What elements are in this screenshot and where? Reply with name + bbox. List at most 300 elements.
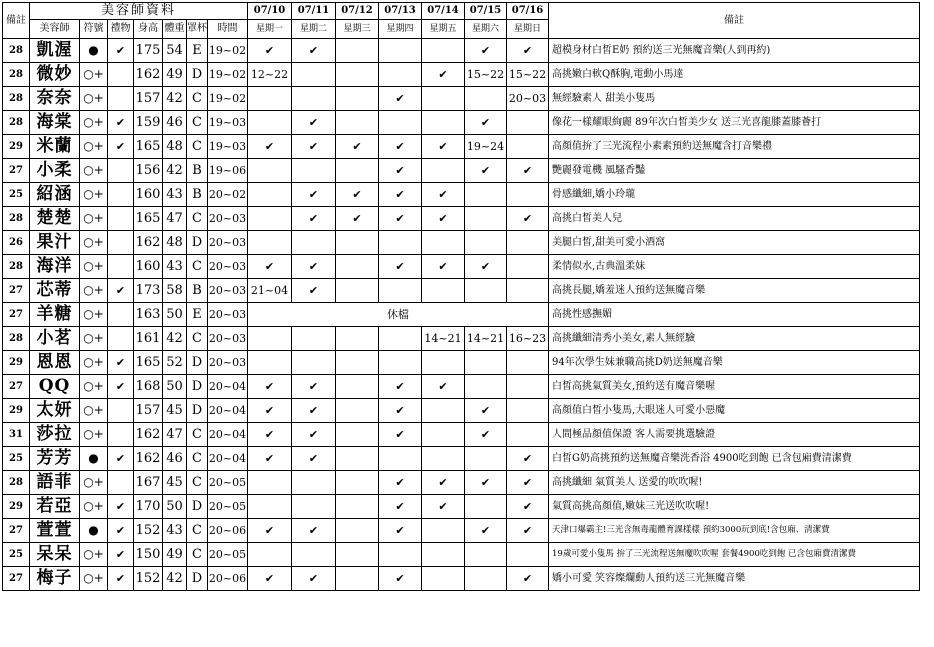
cup-cell: C — [187, 471, 208, 495]
schedule-cell — [292, 327, 336, 351]
schedule-cell: ✔ — [422, 375, 465, 399]
schedule-cell: ✔ — [422, 183, 465, 207]
height-cell: 159 — [134, 111, 163, 135]
name-col-header: 美容師 — [30, 20, 80, 39]
cup-cell: C — [187, 111, 208, 135]
schedule-cell — [336, 471, 379, 495]
schedule-cell — [336, 543, 379, 567]
time-cell: 19~03 — [208, 111, 248, 135]
schedule-cell — [336, 279, 379, 303]
table-row — [3, 279, 920, 303]
gift-cell: ✔ — [108, 135, 134, 159]
cup-cell: D — [187, 399, 208, 423]
cup-cell: C — [187, 327, 208, 351]
schedule-cell — [422, 87, 465, 111]
schedule-cell — [248, 87, 292, 111]
date-header-0: 07/10 — [248, 3, 292, 20]
note-cell: 高顏值白皙小隻馬,大眼迷人可愛小惡魔 — [549, 399, 920, 423]
symbol-cell: ○+ — [80, 399, 108, 423]
weight-col-header: 體重 — [163, 20, 187, 39]
symbol-cell: ○+ — [80, 423, 108, 447]
symbol-cell: ○+ — [80, 471, 108, 495]
schedule-cell: 19~24 — [465, 135, 507, 159]
cup-cell: B — [187, 183, 208, 207]
schedule-cell: ✔ — [292, 207, 336, 231]
symbol-cell: ○+ — [80, 87, 108, 111]
gift-cell: ✔ — [108, 39, 134, 63]
name-cell: 萱萱 — [30, 519, 80, 543]
symbol-cell: ● — [80, 39, 108, 63]
time-cell: 20~03 — [208, 303, 248, 327]
schedule-cell: ✔ — [336, 207, 379, 231]
symbol-cell: ○+ — [80, 207, 108, 231]
schedule-cell — [507, 399, 549, 423]
schedule-cell — [248, 183, 292, 207]
date-header-4: 07/14 — [422, 3, 465, 20]
schedule-sheet — [2, 2, 920, 591]
time-cell: 20~05 — [208, 471, 248, 495]
time-cell: 20~03 — [208, 327, 248, 351]
schedule-cell: ✔ — [507, 447, 549, 471]
schedule-cell: ✔ — [507, 471, 549, 495]
schedule-cell: ✔ — [379, 399, 422, 423]
name-cell: 芯蒂 — [30, 279, 80, 303]
schedule-cell: ✔ — [248, 423, 292, 447]
table-row — [3, 207, 920, 231]
symbol-cell: ● — [80, 447, 108, 471]
schedule-cell — [422, 39, 465, 63]
gift-cell: ✔ — [108, 495, 134, 519]
time-cell: 20~04 — [208, 447, 248, 471]
schedule-cell: ✔ — [248, 567, 292, 591]
weight-cell: 52 — [163, 351, 187, 375]
age-cell: 25 — [3, 183, 30, 207]
schedule-cell — [379, 111, 422, 135]
symbol-cell: ● — [80, 519, 108, 543]
name-cell: 凱渥 — [30, 39, 80, 63]
schedule-cell — [336, 87, 379, 111]
symbol-cell: ○+ — [80, 303, 108, 327]
schedule-cell: ✔ — [379, 255, 422, 279]
schedule-cell: ✔ — [507, 39, 549, 63]
schedule-cell: ✔ — [292, 39, 336, 63]
name-cell: 芳芳 — [30, 447, 80, 471]
age-cell: 28 — [3, 207, 30, 231]
schedule-cell — [379, 231, 422, 255]
name-cell: 語菲 — [30, 471, 80, 495]
schedule-cell: ✔ — [422, 495, 465, 519]
time-cell: 20~04 — [208, 375, 248, 399]
note-cell: 高挑性感撫媚 — [549, 303, 920, 327]
table-row — [3, 447, 920, 471]
schedule-cell: ✔ — [465, 399, 507, 423]
schedule-cell: ✔ — [379, 207, 422, 231]
table-row — [3, 471, 920, 495]
cup-cell: C — [187, 519, 208, 543]
schedule-cell: ✔ — [379, 87, 422, 111]
table-row — [3, 183, 920, 207]
symbol-cell: ○+ — [80, 63, 108, 87]
height-cell: 152 — [134, 567, 163, 591]
schedule-cell — [248, 231, 292, 255]
schedule-cell — [336, 495, 379, 519]
schedule-cell: ✔ — [465, 255, 507, 279]
symbol-cell: ○+ — [80, 255, 108, 279]
table-row — [3, 231, 920, 255]
gift-cell — [108, 423, 134, 447]
note-cell: 高挑嫩白軟Q酥胸,電動小馬達 — [549, 63, 920, 87]
table-row — [3, 399, 920, 423]
note-cell: 高挑長腿,嬌羞迷人預約送無魔音樂 — [549, 279, 920, 303]
schedule-cell — [248, 351, 292, 375]
schedule-cell — [422, 159, 465, 183]
weight-cell: 48 — [163, 135, 187, 159]
schedule-cell: ✔ — [422, 135, 465, 159]
schedule-cell — [336, 231, 379, 255]
note-cell: 高挑白皙美人兒 — [549, 207, 920, 231]
symbol-cell: ○+ — [80, 159, 108, 183]
symbol-cell: ○+ — [80, 495, 108, 519]
schedule-cell: ✔ — [422, 207, 465, 231]
height-cell: 162 — [134, 63, 163, 87]
height-cell: 162 — [134, 447, 163, 471]
name-cell: 紹涵 — [30, 183, 80, 207]
schedule-cell — [422, 519, 465, 543]
symbol-cell: ○+ — [80, 279, 108, 303]
symbol-col-header: 符號 — [80, 20, 108, 39]
gift-cell — [108, 63, 134, 87]
age-cell: 26 — [3, 231, 30, 255]
schedule-cell: 15~22 — [507, 63, 549, 87]
schedule-cell: ✔ — [422, 471, 465, 495]
note-cell: 高挑纖細清秀小美女,素人無經驗 — [549, 327, 920, 351]
cup-cell: D — [187, 351, 208, 375]
schedule-cell — [336, 39, 379, 63]
schedule-cell — [422, 567, 465, 591]
schedule-cell: ✔ — [507, 567, 549, 591]
schedule-cell: ✔ — [292, 519, 336, 543]
gift-cell: ✔ — [108, 567, 134, 591]
weight-cell: 42 — [163, 87, 187, 111]
note-cell: 19歲可愛小隻馬 拚了三光流程送無魔吹吹喔 套餐4900吃到飽 已含包廂費清潔費 — [549, 543, 920, 567]
time-cell: 20~06 — [208, 519, 248, 543]
table-row — [3, 255, 920, 279]
table-row — [3, 303, 920, 327]
weight-cell: 49 — [163, 63, 187, 87]
symbol-cell: ○+ — [80, 351, 108, 375]
schedule-cell — [336, 423, 379, 447]
table-row — [3, 87, 920, 111]
schedule-cell: ✔ — [465, 159, 507, 183]
height-cell: 167 — [134, 471, 163, 495]
gift-cell: ✔ — [108, 351, 134, 375]
schedule-cell — [379, 351, 422, 375]
schedule-cell — [336, 375, 379, 399]
age-cell: 29 — [3, 399, 30, 423]
cup-cell: C — [187, 87, 208, 111]
schedule-cell — [465, 183, 507, 207]
schedule-cell — [422, 543, 465, 567]
weekday-header-2: 星期三 — [336, 20, 379, 39]
schedule-cell — [336, 519, 379, 543]
gift-cell — [108, 303, 134, 327]
gift-cell — [108, 471, 134, 495]
weight-cell: 49 — [163, 543, 187, 567]
weight-cell: 47 — [163, 423, 187, 447]
cup-cell: D — [187, 231, 208, 255]
schedule-cell: ✔ — [379, 183, 422, 207]
schedule-cell — [292, 159, 336, 183]
name-cell: 海棠 — [30, 111, 80, 135]
schedule-cell — [507, 255, 549, 279]
schedule-cell: 14~21 — [422, 327, 465, 351]
schedule-cell: 16~23 — [507, 327, 549, 351]
schedule-cell: ✔ — [248, 399, 292, 423]
table-row — [3, 567, 920, 591]
weight-cell: 50 — [163, 375, 187, 399]
gift-cell — [108, 183, 134, 207]
note-cell: 94年次學生妹兼職高挑D奶送無魔音樂 — [549, 351, 920, 375]
schedule-cell — [379, 39, 422, 63]
time-col-header: 時間 — [208, 20, 248, 39]
height-cell: 162 — [134, 231, 163, 255]
schedule-cell — [379, 543, 422, 567]
schedule-cell: ✔ — [379, 567, 422, 591]
gift-cell — [108, 255, 134, 279]
schedule-cell — [422, 351, 465, 375]
schedule-cell: 15~22 — [465, 63, 507, 87]
table-row — [3, 135, 920, 159]
schedule-cell — [336, 567, 379, 591]
gift-cell — [108, 87, 134, 111]
time-cell: 20~05 — [208, 495, 248, 519]
schedule-cell: ✔ — [248, 39, 292, 63]
schedule-cell — [465, 207, 507, 231]
weight-cell: 50 — [163, 303, 187, 327]
table-row — [3, 495, 920, 519]
schedule-cell — [507, 135, 549, 159]
schedule-cell — [422, 399, 465, 423]
schedule-cell: ✔ — [336, 135, 379, 159]
name-cell: 小茗 — [30, 327, 80, 351]
schedule-cell — [292, 471, 336, 495]
schedule-cell — [422, 423, 465, 447]
schedule-cell — [336, 255, 379, 279]
height-cell: 168 — [134, 375, 163, 399]
weight-cell: 43 — [163, 183, 187, 207]
table-row — [3, 39, 920, 63]
schedule-cell: ✔ — [379, 519, 422, 543]
age-cell: 28 — [3, 255, 30, 279]
weight-cell: 54 — [163, 39, 187, 63]
schedule-cell: ✔ — [292, 279, 336, 303]
table-row — [3, 543, 920, 567]
schedule-cell — [336, 111, 379, 135]
height-cell: 156 — [134, 159, 163, 183]
height-cell: 157 — [134, 399, 163, 423]
weight-cell: 47 — [163, 207, 187, 231]
schedule-cell: ✔ — [292, 255, 336, 279]
name-cell: 小柔 — [30, 159, 80, 183]
time-cell: 20~02 — [208, 183, 248, 207]
schedule-cell — [292, 351, 336, 375]
schedule-cell — [248, 159, 292, 183]
name-cell: 梅子 — [30, 567, 80, 591]
time-cell: 20~03 — [208, 351, 248, 375]
schedule-cell: ✔ — [465, 471, 507, 495]
height-cell: 173 — [134, 279, 163, 303]
gift-cell: ✔ — [108, 543, 134, 567]
age-cell: 25 — [3, 543, 30, 567]
schedule-cell: ✔ — [422, 63, 465, 87]
schedule-cell: ✔ — [507, 495, 549, 519]
time-cell: 19~02 — [208, 39, 248, 63]
schedule-cell — [292, 495, 336, 519]
weekday-header-3: 星期四 — [379, 20, 422, 39]
schedule-cell — [379, 447, 422, 471]
name-cell: 米蘭 — [30, 135, 80, 159]
age-cell: 27 — [3, 375, 30, 399]
schedule-cell — [422, 447, 465, 471]
schedule-cell — [507, 375, 549, 399]
schedule-cell — [465, 495, 507, 519]
schedule-cell: ✔ — [379, 495, 422, 519]
schedule-cell: 20~03 — [507, 87, 549, 111]
note-cell: 像花一樣耀眼絢麗 89年次白皙美少女 送三光喜龍膝蓋膝薈打 — [549, 111, 920, 135]
remark-col-header: 備註 — [3, 3, 30, 39]
cup-cell: D — [187, 63, 208, 87]
schedule-cell: ✔ — [465, 111, 507, 135]
schedule-cell: ✔ — [292, 423, 336, 447]
name-cell: QQ — [30, 375, 80, 399]
schedule-cell-off: 休檔 — [248, 303, 549, 327]
schedule-cell: ✔ — [292, 183, 336, 207]
schedule-cell — [379, 327, 422, 351]
schedule-cell: ✔ — [379, 135, 422, 159]
name-cell: 羊糖 — [30, 303, 80, 327]
age-cell: 28 — [3, 111, 30, 135]
height-col-header: 身高 — [134, 20, 163, 39]
gift-cell — [108, 399, 134, 423]
schedule-cell: ✔ — [248, 447, 292, 471]
weekday-header-5: 星期六 — [465, 20, 507, 39]
schedule-cell: ✔ — [248, 255, 292, 279]
schedule-cell: ✔ — [292, 399, 336, 423]
name-cell: 莎拉 — [30, 423, 80, 447]
note-cell: 柔情似水,古典溫柔妹 — [549, 255, 920, 279]
age-cell: 28 — [3, 39, 30, 63]
weight-cell: 50 — [163, 495, 187, 519]
weekday-header-6: 星期日 — [507, 20, 549, 39]
time-cell: 19~02 — [208, 63, 248, 87]
height-cell: 160 — [134, 183, 163, 207]
gift-cell: ✔ — [108, 111, 134, 135]
age-cell: 28 — [3, 327, 30, 351]
note-cell: 高顏值拚了三光流程小素素預約送無魔含打音樂禮 — [549, 135, 920, 159]
gift-col-header: 禮物 — [108, 20, 134, 39]
symbol-cell: ○+ — [80, 543, 108, 567]
note-cell: 天津口爆霸主!三光含無毒龍體育課樣樣 預約3000玩到底!含包廂、清潔費 — [549, 519, 920, 543]
schedule-cell: ✔ — [507, 159, 549, 183]
schedule-cell: ✔ — [379, 423, 422, 447]
schedule-cell — [248, 543, 292, 567]
schedule-cell: ✔ — [379, 159, 422, 183]
schedule-cell — [422, 231, 465, 255]
schedule-cell — [507, 111, 549, 135]
note-cell: 白皙G奶高挑預約送無魔音樂洗香浴 4900吃到飽 已含包廂費清潔費 — [549, 447, 920, 471]
time-cell: 20~03 — [208, 279, 248, 303]
height-cell: 150 — [134, 543, 163, 567]
note-cell: 嬌小可愛 笑容燦爛動人預約送三光無魔音樂 — [549, 567, 920, 591]
schedule-cell — [379, 279, 422, 303]
schedule-cell — [465, 543, 507, 567]
gift-cell — [108, 327, 134, 351]
schedule-cell: ✔ — [248, 519, 292, 543]
date-header-6: 07/16 — [507, 3, 549, 20]
beautician-table — [2, 2, 920, 591]
schedule-cell — [248, 111, 292, 135]
cup-cell: E — [187, 39, 208, 63]
schedule-cell — [507, 279, 549, 303]
schedule-cell — [465, 447, 507, 471]
symbol-cell: ○+ — [80, 375, 108, 399]
schedule-cell — [292, 63, 336, 87]
date-header-2: 07/12 — [336, 3, 379, 20]
schedule-cell: 12~22 — [248, 63, 292, 87]
notes-col-header: 備註 — [549, 3, 920, 39]
height-cell: 175 — [134, 39, 163, 63]
cup-cell: C — [187, 423, 208, 447]
height-cell: 162 — [134, 423, 163, 447]
age-cell: 29 — [3, 351, 30, 375]
weekday-header-0: 星期一 — [248, 20, 292, 39]
gift-cell: ✔ — [108, 279, 134, 303]
schedule-cell: ✔ — [336, 183, 379, 207]
table-row — [3, 423, 920, 447]
table-row — [3, 351, 920, 375]
cup-cell: E — [187, 303, 208, 327]
schedule-cell — [336, 63, 379, 87]
cup-col-header: 罩杯 — [187, 20, 208, 39]
name-cell: 若亞 — [30, 495, 80, 519]
schedule-cell — [422, 279, 465, 303]
schedule-cell — [507, 351, 549, 375]
gift-cell — [108, 159, 134, 183]
cup-cell: C — [187, 447, 208, 471]
symbol-cell: ○+ — [80, 327, 108, 351]
schedule-cell: ✔ — [379, 471, 422, 495]
schedule-cell — [336, 351, 379, 375]
schedule-cell — [379, 63, 422, 87]
weight-cell: 42 — [163, 327, 187, 351]
age-cell: 27 — [3, 279, 30, 303]
note-cell: 超模身材白皙E奶 預約送三光無魔音樂(人到再約) — [549, 39, 920, 63]
age-cell: 31 — [3, 423, 30, 447]
table-row — [3, 159, 920, 183]
height-cell: 165 — [134, 135, 163, 159]
weight-cell: 46 — [163, 447, 187, 471]
schedule-cell — [248, 207, 292, 231]
gift-cell: ✔ — [108, 375, 134, 399]
schedule-cell: ✔ — [292, 567, 336, 591]
age-cell: 28 — [3, 87, 30, 111]
time-cell: 20~03 — [208, 207, 248, 231]
schedule-cell: ✔ — [292, 447, 336, 471]
cup-cell: C — [187, 255, 208, 279]
weight-cell: 43 — [163, 519, 187, 543]
symbol-cell: ○+ — [80, 567, 108, 591]
name-cell: 奈奈 — [30, 87, 80, 111]
